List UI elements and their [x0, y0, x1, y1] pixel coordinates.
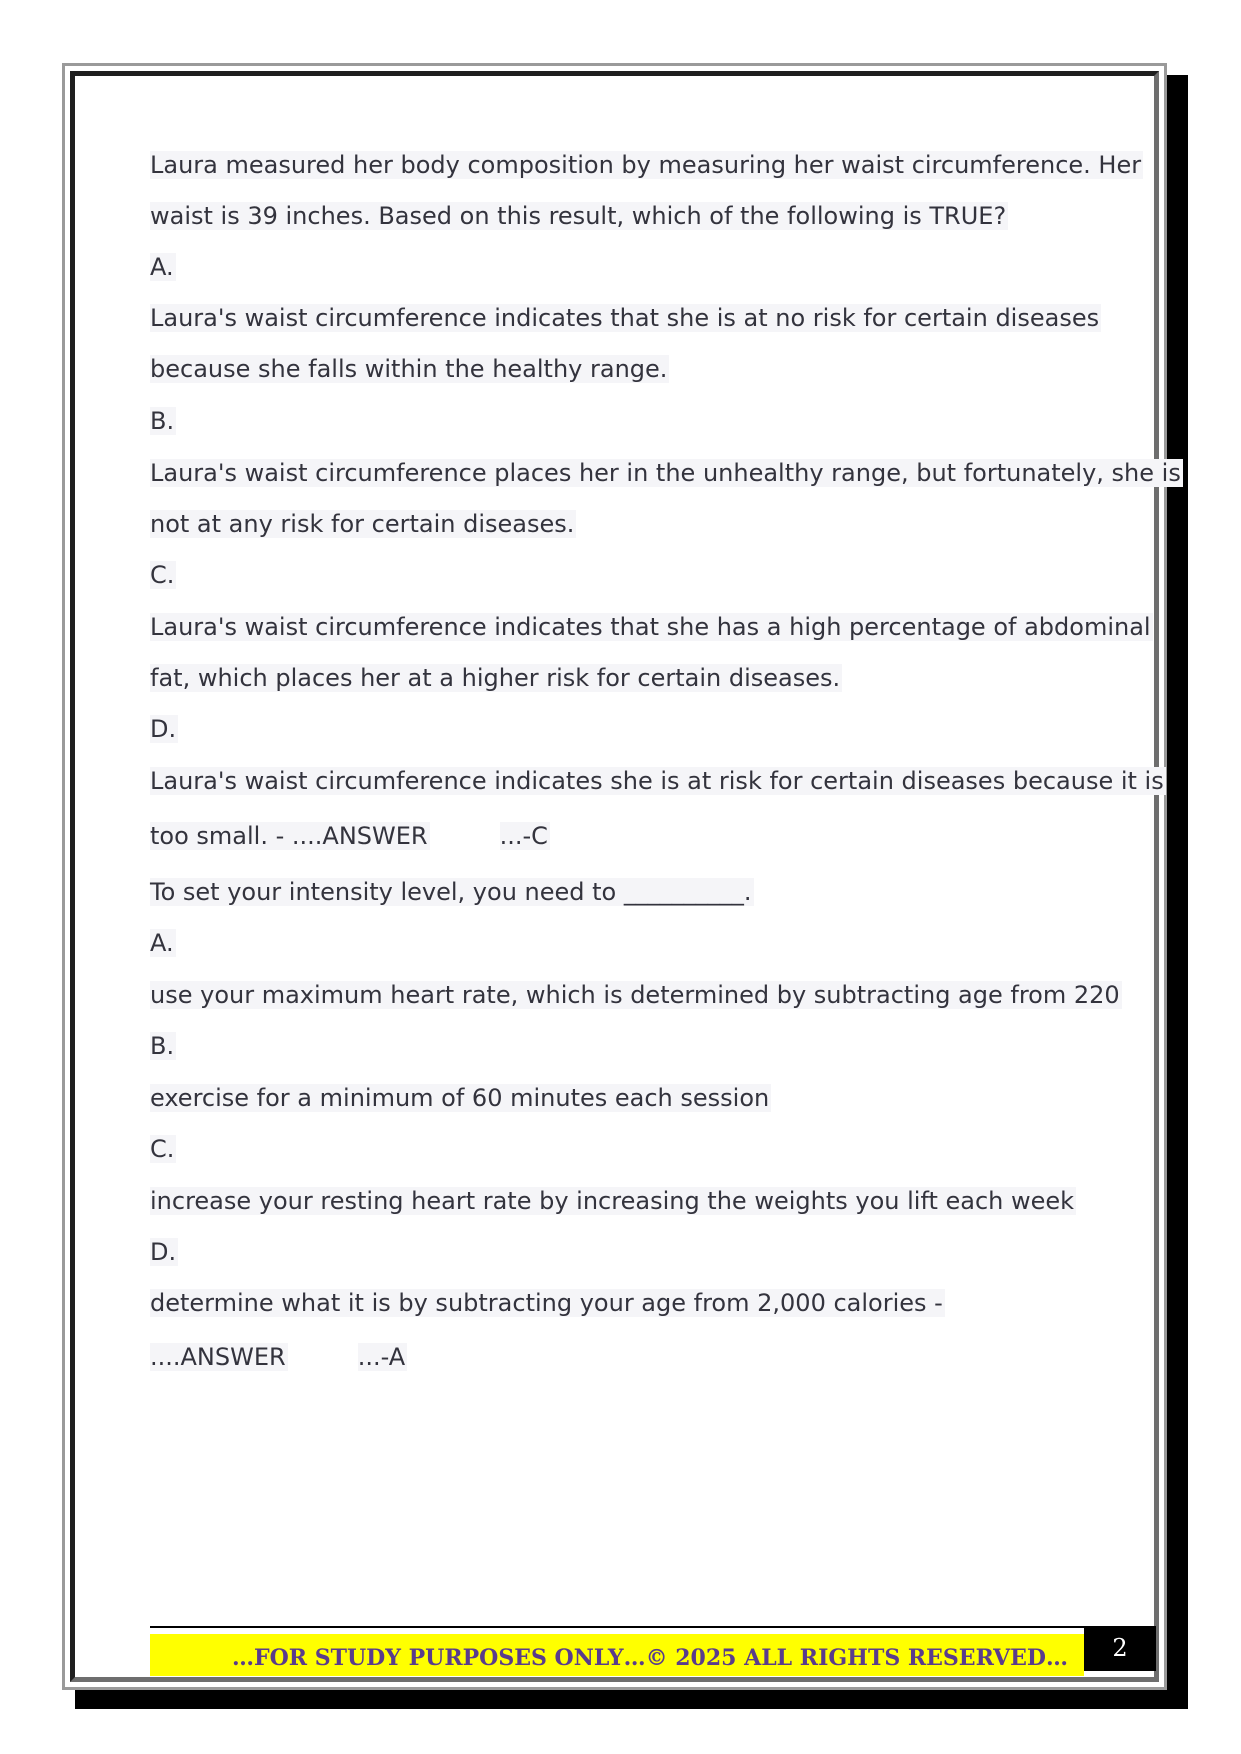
option-letter: B. — [150, 407, 175, 435]
text-line: determine what it is by subtracting your age from 2,000 calories - — [150, 1289, 943, 1317]
text-line: Laura measured her body composition by measuring her waist circumference. Her — [150, 151, 1142, 179]
text-line: Laura's waist circumference places her in the unhealthy range, but fortunately, she is — [150, 459, 1181, 487]
footer-divider — [150, 1626, 1084, 1628]
option-letter: C. — [150, 1135, 175, 1163]
option-letter: D. — [150, 715, 177, 743]
option-letter: B. — [150, 1032, 175, 1060]
text-line: not at any risk for certain diseases. — [150, 510, 575, 538]
text-line: use your maximum heart rate, which is determined by subtracting age from 220 — [150, 981, 1120, 1009]
footer-notice: …FOR STUDY PURPOSES ONLY…© 2025 ALL RIGHTS RESERVED… — [150, 1634, 1084, 1676]
text-line: Laura's waist circumference indicates that she has a high percentage of abdominal — [150, 613, 1151, 641]
text-line: Laura's waist circumference indicates that she is at no risk for certain diseases — [150, 304, 1100, 332]
text-line: fat, which places her at a higher risk for certain diseases. — [150, 664, 841, 692]
text-line: increase your resting heart rate by increasing the weights you lift each week — [150, 1187, 1075, 1215]
text-line: waist is 39 inches. Based on this result, which of the following is TRUE? — [150, 202, 1007, 230]
text-line: because she falls within the healthy range. — [150, 355, 668, 383]
option-letter: C. — [150, 561, 175, 589]
answer-line: too small. - ....ANSWER ...-C — [150, 822, 548, 850]
text-line: exercise for a minimum of 60 minutes each session — [150, 1084, 770, 1112]
answer-value: ...-C — [499, 822, 548, 850]
question-line: To set your intensity level, you need to __________. — [150, 878, 752, 906]
option-letter: D. — [150, 1238, 177, 1266]
option-letter: A. — [150, 253, 174, 281]
page-number: 2 — [1084, 1626, 1156, 1671]
option-letter: A. — [150, 929, 174, 957]
text-line: Laura's waist circumference indicates she is at risk for certain diseases because it is — [150, 767, 1164, 795]
answer-value: ...-A — [357, 1343, 406, 1371]
answer-line: ....ANSWER ...-A — [150, 1343, 406, 1371]
